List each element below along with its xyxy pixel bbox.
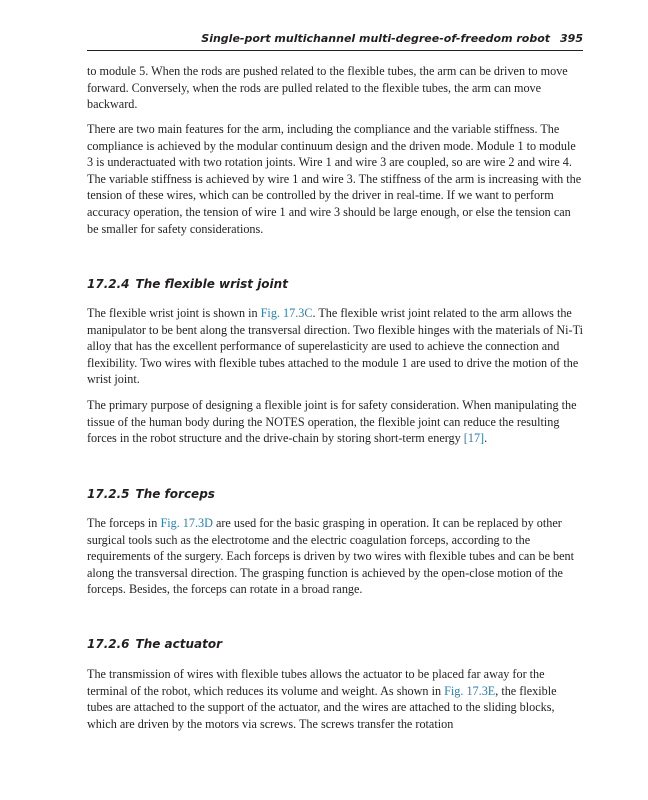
- paragraph-1: to module 5. When the rods are pushed related to the flexible tubes, the arm can be driven to move forward. Conversely, when the rods are pulled related to the flexible tubes, the arm can move backward.: [87, 64, 568, 112]
- text-run: , the flexible tubes are attached to the support of the actuator, and the wires are attached to the sliding blocks, which are driven by the motors via screws. The screws transfer the rotation: [87, 683, 557, 731]
- section-heading-forceps: [87, 486, 584, 502]
- text-run: The primary purpose of designing a flexible joint is for safety consideration. When manipulating the tissue of the human body during the NOTES operation, the flexible joint can reduce the resulting forces in the robot structure and the drive-chain by storing short-term energy: [87, 398, 577, 446]
- section-number: 17.2.6: [87, 637, 130, 651]
- page-number: 395: [560, 32, 583, 45]
- section-heading-wrist-joint: [87, 276, 584, 292]
- paragraph-3: [87, 305, 584, 388]
- section-number: 17.2.5: [87, 487, 130, 501]
- paragraph-4: [87, 397, 584, 447]
- running-title: Single-port multichannel multi-degree-of-freedom robot: [201, 32, 551, 45]
- paragraph-5: [87, 515, 584, 598]
- section-heading-actuator: [87, 636, 584, 652]
- section-title: The flexible wrist joint: [135, 277, 288, 291]
- text-run: The transmission of wires with flexible tubes allows the actuator to be placed far away for the terminal of the robot, which reduces its volume and weight. As shown in: [87, 667, 545, 698]
- running-header: [87, 31, 583, 47]
- text-run: The forceps in: [87, 516, 161, 530]
- paragraph-6: [87, 666, 584, 732]
- text-run: . The flexible wrist joint related to the arm allows the manipulator to be bent along the transversal direction. Two flexible hinges with the materials of Ni-Ti alloy that has the excellent performance of superelasticity are used to achieve the connection and flexibility. Two wires with flexible tubes attached to the module 1 are used to drive the motion of the wrist joint.: [87, 306, 584, 387]
- figure-link-17-3d[interactable]: Fig. 17.3D: [160, 516, 213, 530]
- section-number: 17.2.4: [87, 277, 130, 291]
- header-rule: [87, 50, 583, 51]
- text-run: .: [484, 431, 488, 446]
- figure-link-17-3e[interactable]: Fig. 17.3E: [444, 683, 496, 698]
- text-run: are used for the basic grasping in operation. It can be replaced by other surgical tools such as the electrotome and the electric coagulation forceps, according to the requirements of the surgery. Each forceps is driven by two wires with flexible tubes and can be bent along the transversal direction. The grasping function is achieved by the open-close motion of the forceps. Besides, the forceps can rotate in a broad range.: [87, 516, 575, 597]
- paragraph-2: There are two main features for the arm, including the compliance and the variable stiffness. The compliance is achieved by the modular continuum design and the driven mode. Module 1 to module 3 is underactuated with two rotation joints. Wire 1 and wire 3 are coupled, so are wire 2 and wire 4. The variable stiffness is achieved by wire 1 and wire 3. The stiffness of the arm is increasing with the tension of these wires, which can be controlled by the driver in real-time. If we want to perform accuracy operation, the tension of wire 1 and wire 3 should be large enough, or else the tension can be smaller for safety considerations.: [87, 122, 582, 236]
- text-run: The flexible wrist joint is shown in: [87, 306, 261, 320]
- section-title: The forceps: [135, 487, 215, 501]
- reference-link-17[interactable]: [17]: [463, 431, 485, 446]
- figure-link-17-3c[interactable]: Fig. 17.3C: [260, 306, 313, 320]
- section-title: The actuator: [135, 637, 223, 651]
